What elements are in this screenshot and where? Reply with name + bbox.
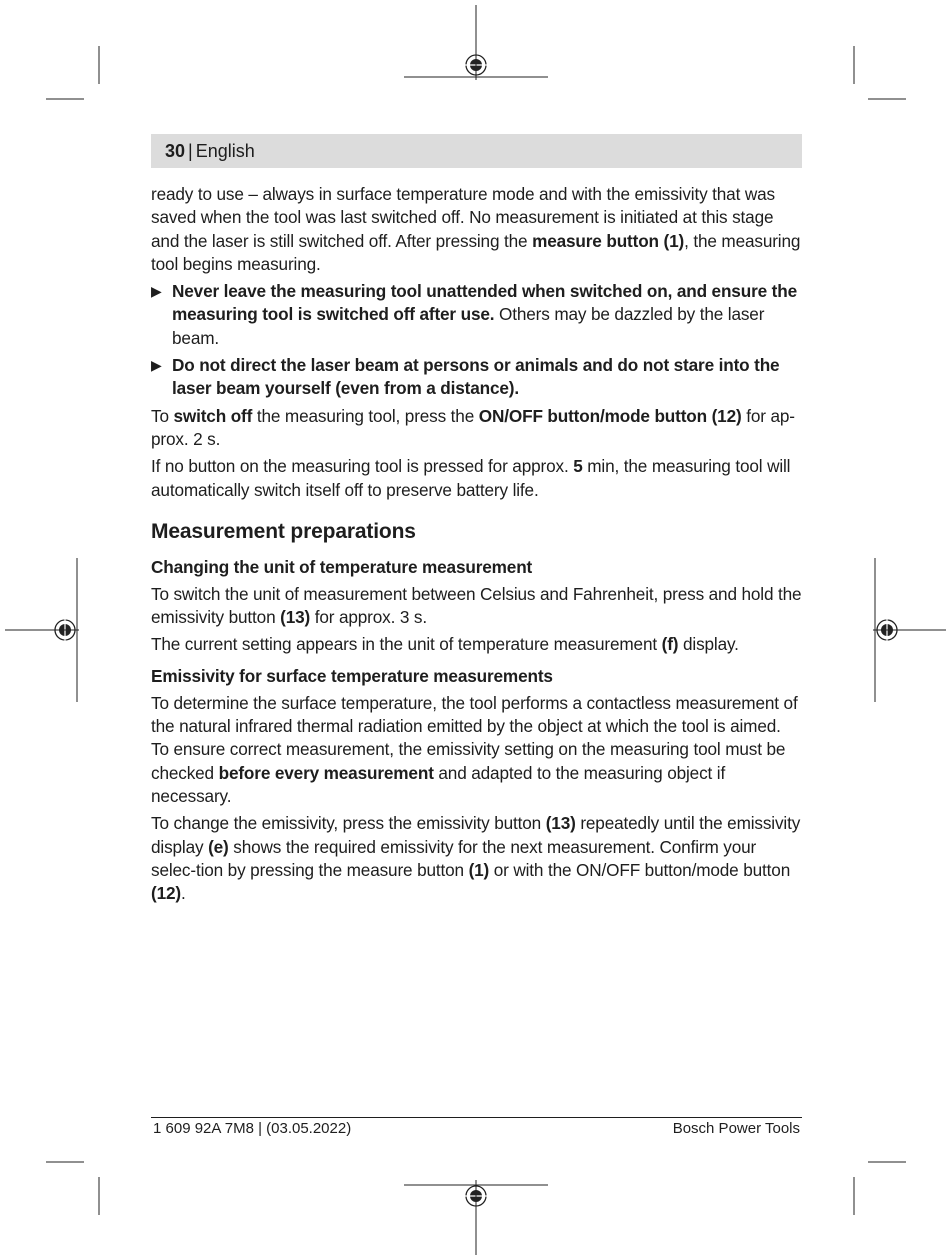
registration-target-icon xyxy=(874,617,900,643)
bold-run: before every measurement xyxy=(218,762,434,783)
registration-target-icon xyxy=(52,617,78,643)
triangle-bullet-icon: ▶ xyxy=(151,283,162,300)
text-run: min, the measuring tool will automatically switch itself off to preserve battery life. xyxy=(151,456,791,500)
bold-run: (13) xyxy=(280,607,311,628)
bold-run: 5 xyxy=(573,456,583,477)
bold-run: ON/OFF button/mode button (12) xyxy=(478,405,742,426)
bold-run: (f) xyxy=(661,634,679,655)
bold-run: (13) xyxy=(545,813,576,834)
text-run: Others may be dazzled by the laser beam. xyxy=(172,304,765,348)
registration-target-icon xyxy=(463,1183,489,1209)
section-heading: Measurement preparations xyxy=(151,519,416,543)
bold-run: (e) xyxy=(208,836,229,857)
bold-run: Do not direct the laser beam at persons or animals and do not stare into the laser beam yourself (even from a distance). xyxy=(172,355,780,399)
text-run: To switch the unit of measurement between Celsius and Fahrenheit, press and hold the emissivity button xyxy=(151,583,802,628)
text-run: To change the emissivity, press the emissivity button xyxy=(151,813,546,834)
safety-bullet xyxy=(151,354,802,401)
subsection-heading: Changing the unit of temperature measurement xyxy=(151,556,533,577)
page-content xyxy=(151,183,802,909)
text-run: The current setting appears in the unit of temperature measurement xyxy=(151,634,662,655)
text-run: If no button on the measuring tool is pressed for approx. xyxy=(151,456,574,477)
text-run: ready to use – always in surface temperature mode and with the emissivity that was saved when the tool was last switched off. No measurement is initiated at this stage and the laser is still switched off. After pressing the xyxy=(151,184,775,251)
text-run: To xyxy=(151,405,174,426)
text-run: or with the ON/OFF button/mode button xyxy=(489,859,791,880)
bold-run: (12) xyxy=(151,883,181,904)
text-run: for ap-prox. 2 s. xyxy=(151,405,795,449)
bold-run: measure button (1) xyxy=(532,230,685,251)
text-run: the measuring tool, press the xyxy=(252,405,479,426)
text-run: shows the required emissivity for the next measurement. Confirm your selec-tion by pressing the measure button xyxy=(151,836,757,880)
safety-bullet xyxy=(151,280,802,350)
paragraph-emissivity-intro xyxy=(151,692,802,808)
text-run: display. xyxy=(678,634,739,655)
paragraph-auto-off xyxy=(151,455,802,502)
triangle-bullet-icon: ▶ xyxy=(151,357,162,374)
text-run: . xyxy=(180,883,186,904)
subsection-heading: Emissivity for surface temperature measurements xyxy=(151,665,553,686)
text-run: for approx. 3 s. xyxy=(310,607,427,628)
text-run: To determine the surface temperature, the tool performs a contactless measurement of the natural infrared thermal radiation emitted by the object at which the tool is aimed. To ensure correct measurement, the emissivity setting on the measuring tool must be checked xyxy=(151,692,798,783)
paragraph-emissivity-change xyxy=(151,812,802,905)
bold-run: (1) xyxy=(468,859,490,880)
text-run: repeatedly until the emissivity display xyxy=(151,813,801,857)
page-header xyxy=(151,134,802,168)
page-number: 30 xyxy=(165,141,186,161)
registration-target-icon xyxy=(463,52,489,78)
footer-brand: Bosch Power Tools xyxy=(672,1120,800,1137)
header-language: English xyxy=(195,141,255,161)
header-separator: | xyxy=(188,141,193,161)
text-run: , the measuring tool begins measuring. xyxy=(151,230,801,274)
footer-doc-id: 1 609 92A 7M8 | (03.05.2022) xyxy=(153,1120,352,1137)
footer-divider xyxy=(151,1117,802,1118)
paragraph-unit-display xyxy=(151,633,802,656)
paragraph-intro xyxy=(151,183,802,276)
bold-run: switch off xyxy=(173,405,253,426)
text-run: and adapted to the measuring object if necessary. xyxy=(151,762,726,806)
paragraph-switch-off xyxy=(151,405,802,452)
bold-run: Never leave the measuring tool unattended when switched on, and ensure the measuring tool is switched off after use. xyxy=(172,281,797,325)
paragraph-unit-switch xyxy=(151,583,802,630)
